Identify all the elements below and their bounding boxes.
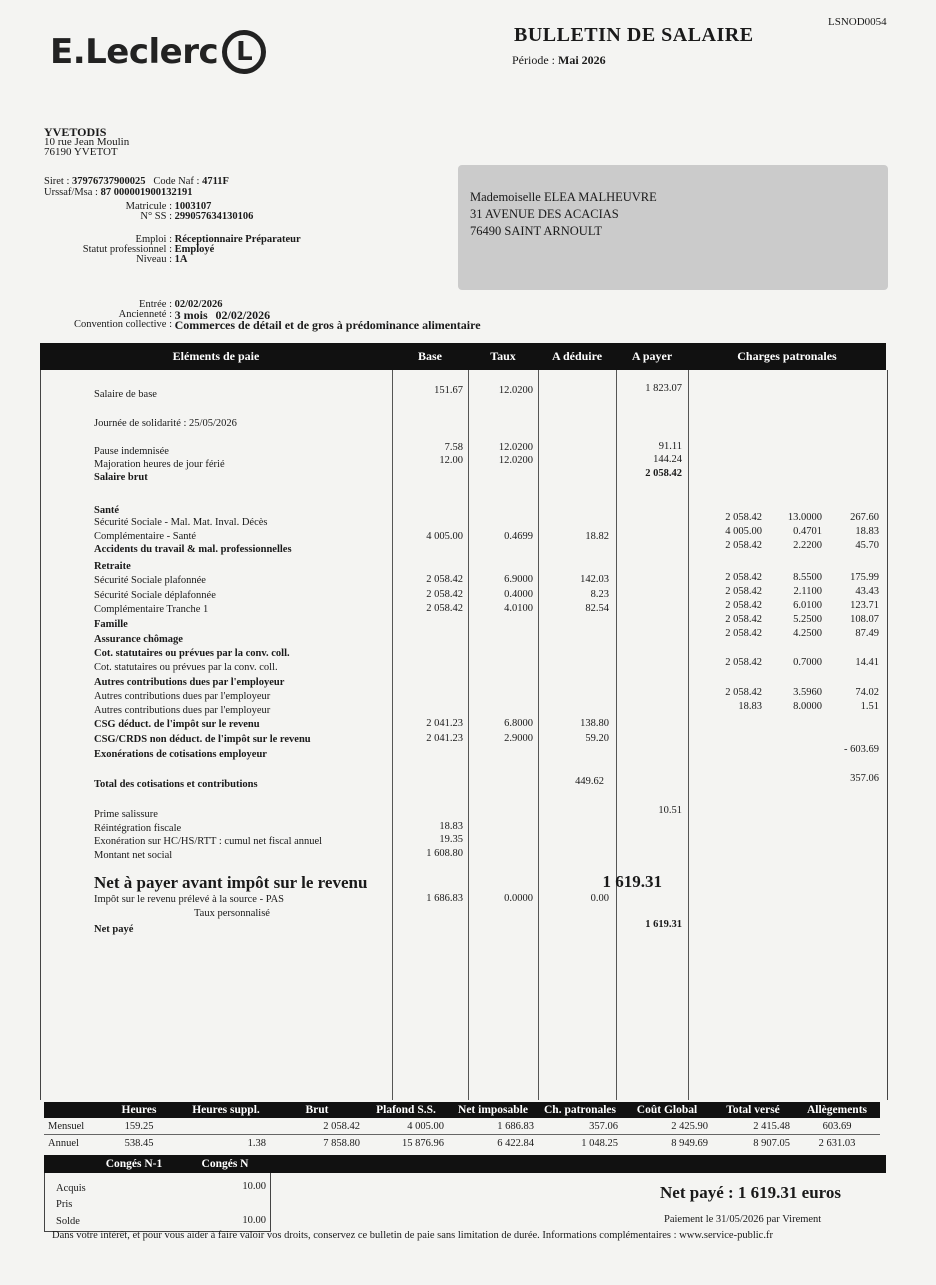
base-value: 2 041.23 (426, 718, 463, 729)
col-divider (468, 370, 469, 1100)
employer-base: 2 058.42 (725, 614, 762, 625)
recipient-line1: Mademoiselle ELEA MALHEUVRE (470, 190, 657, 204)
summary-cell (182, 1118, 270, 1135)
deduct-value: 18.82 (585, 531, 609, 542)
base-value: 2 041.23 (426, 733, 463, 744)
employer-total: 357.06 (850, 773, 879, 784)
line-label: Autres contributions dues par l'employeur (94, 705, 271, 716)
summary-cell: 357.06 (589, 1120, 618, 1132)
entree-value: 02/02/2026 (174, 299, 223, 310)
base-value: 151.67 (434, 385, 463, 396)
emploi-label: Emploi : (135, 234, 172, 245)
base-value: 1 608.80 (426, 848, 463, 859)
statut-label: Statut professionnel : (82, 244, 172, 255)
line-label: Pause indemnisée (94, 446, 169, 457)
matricule-value: 1003107 (174, 201, 212, 212)
col-divider (392, 370, 393, 1100)
summary-header: Brut (270, 1102, 364, 1118)
matricule-label: Matricule : (125, 201, 172, 212)
pay-value: 10.51 (658, 805, 682, 816)
conges-value: 10.00 (242, 1215, 266, 1226)
employer-amount: 14.41 (855, 657, 879, 668)
employer-amount: 108.07 (850, 614, 879, 625)
summary-cell: 2 631.03 (818, 1137, 856, 1149)
rate-value: 12.0200 (498, 455, 533, 466)
section-label: Accidents du travail & mal. professionnelles (94, 544, 292, 555)
employer-amount: 18.83 (855, 526, 879, 537)
employer-rate: 3.5960 (793, 687, 822, 698)
urssaf-value: 87 000001900132191 (100, 187, 193, 198)
employee-info (40, 202, 460, 222)
siret-value: 37976737900025 (72, 176, 146, 187)
line-label: Majoration heures de jour férié (94, 459, 225, 470)
section-label: Cot. statutaires ou prévues par la conv. coll. (94, 648, 290, 659)
employer-rate: 4.2500 (793, 628, 822, 639)
header-charges: Charges patronales (737, 349, 837, 363)
line-label: Salaire brut (94, 472, 148, 483)
net-paid-final: Net payé : 1 619.31 euros (660, 1183, 841, 1202)
rate-value: 12.0200 (498, 442, 533, 453)
employer-base: 2 058.42 (725, 600, 762, 611)
header-taux: Taux (490, 349, 516, 363)
summary-cell: 15 876.96 (402, 1137, 444, 1149)
summary-header: Total versé (712, 1102, 794, 1118)
contract-info (40, 300, 640, 330)
rate-value: 6.9000 (504, 574, 533, 585)
naf-label: Code Naf : (153, 176, 200, 187)
line-label: Prime salissure (94, 809, 158, 820)
employer-base: 2 058.42 (725, 687, 762, 698)
anciennete-label: Ancienneté : (118, 309, 172, 320)
col-divider (538, 370, 539, 1100)
conges-header: Congés N-1 (105, 1158, 163, 1170)
deduct-value: 8.23 (590, 589, 609, 600)
rate-value: 0.4699 (504, 531, 533, 542)
recipient-line2: 31 AVENUE DES ACACIAS (470, 207, 619, 221)
document-title: BULLETIN DE SALAIRE (514, 24, 754, 46)
line-label: CSG déduct. de l'impôt sur le revenu (94, 719, 260, 730)
line-label: Journée de solidarité : 25/05/2026 (94, 418, 237, 429)
employer-base: 4 005.00 (725, 526, 762, 537)
siret-label: Siret : (44, 176, 70, 187)
net-paid-value: 1 619.31 (645, 919, 682, 930)
footer-note: Dans votre intérêt, et pour vous aider à faire valoir vos droits, conservez ce bulletin de paie sans limitation de durée. Informations complémentaires : www.service-public.fr (52, 1230, 773, 1241)
col-divider (688, 370, 689, 1100)
summary-header: Heures suppl. (182, 1102, 270, 1118)
period-label: Période : (512, 53, 555, 67)
pay-value: 91.11 (658, 441, 682, 452)
urssaf-label: Urssaf/Msa : (44, 187, 98, 198)
rate-value: 2.9000 (504, 733, 533, 744)
employer-rate: 2.2200 (793, 540, 822, 551)
employer-rate: 6.0100 (793, 600, 822, 611)
summary-block (44, 1102, 880, 1151)
employer-base: 2 058.42 (725, 572, 762, 583)
summary-cell: 159.25 (124, 1120, 154, 1132)
employer-amount: 123.71 (850, 600, 879, 611)
logo-circle-icon: L (222, 30, 266, 74)
summary-cell: 1.38 (247, 1137, 266, 1149)
convention-label: Convention collective : (74, 319, 172, 330)
header-base: Base (418, 349, 442, 363)
siret-row (44, 177, 229, 187)
summary-header: Coût Global (622, 1102, 712, 1118)
line-label: Montant net social (94, 850, 173, 861)
base-value: 12.00 (439, 455, 463, 466)
employer-rate: 0.4701 (793, 526, 822, 537)
line-label: Complémentaire Tranche 1 (94, 604, 209, 615)
period-value: Mai 2026 (558, 53, 606, 67)
line-label: Exonérations de cotisations employeur (94, 749, 267, 760)
summary-cell: 1 686.83 (497, 1120, 534, 1132)
row-label: Annuel (48, 1137, 79, 1149)
period (512, 53, 606, 68)
summary-cell: 2 415.48 (753, 1120, 790, 1132)
line-label: Cot. statutaires ou prévues par la conv. coll. (94, 662, 278, 673)
line-label: Complémentaire - Santé (94, 531, 197, 542)
employer-block (44, 127, 129, 157)
summary-header: Heures (96, 1102, 182, 1118)
employer-amount: 267.60 (850, 512, 879, 523)
total-deduct: 449.62 (575, 776, 604, 787)
recipient-line3: 76490 SAINT ARNOULT (470, 224, 602, 238)
payment-info: Paiement le 31/05/2026 par Virement (664, 1214, 822, 1225)
header-elements: Eléments de paie (172, 349, 260, 363)
summary-cell: 1 048.25 (581, 1137, 618, 1149)
summary-cell: 538.45 (124, 1137, 154, 1149)
line-label: Salaire de base (94, 389, 157, 400)
employer-base: 2 058.42 (725, 512, 762, 523)
summary-header: Allègements (794, 1102, 880, 1118)
total-label: Total des cotisations et contributions (94, 779, 258, 790)
line-label: Taux personnalisé (194, 908, 270, 919)
deduct-value: 142.03 (580, 574, 609, 585)
employer-amount: 1.51 (860, 701, 879, 712)
header-deduire: A déduire (551, 349, 603, 363)
employer-amount: - 603.69 (844, 744, 879, 755)
employer-street: 10 rue Jean Moulin (44, 136, 130, 148)
employer-amount: 45.70 (855, 540, 879, 551)
employer-base: 18.83 (738, 701, 762, 712)
net-before-tax-label: Net à payer avant impôt sur le revenu (94, 873, 368, 892)
employer-rate: 0.7000 (793, 657, 822, 668)
row-label: Mensuel (48, 1120, 85, 1132)
section-label: Famille (94, 619, 128, 630)
line-label: CSG/CRDS non déduct. de l'impôt sur le revenu (94, 734, 311, 745)
employer-amount: 87.49 (855, 628, 879, 639)
section-label: Santé (94, 505, 120, 516)
base-value: 18.83 (439, 821, 463, 832)
line-label: Exonération sur HC/HS/RTT : cumul net fiscal annuel (94, 836, 323, 847)
rate-value: 4.0100 (504, 603, 533, 614)
summary-header: Ch. patronales (538, 1102, 622, 1118)
line-label: Sécurité Sociale déplafonnée (94, 590, 216, 601)
employer-base: 2 058.42 (725, 628, 762, 639)
pay-value: 144.24 (653, 454, 682, 465)
niveau-value: 1A (174, 254, 188, 265)
conges-row-label: Pris (56, 1199, 73, 1210)
base-value: 2 058.42 (426, 603, 463, 614)
summary-row-mensuel (44, 1118, 880, 1135)
rate-value: 0.0000 (504, 893, 533, 904)
employer-rate: 8.5500 (793, 572, 822, 583)
urssaf-row (44, 188, 192, 198)
employer-rate: 13.0000 (787, 512, 822, 523)
entree-label: Entrée : (139, 299, 172, 310)
summary-cell: 7 858.80 (323, 1137, 360, 1149)
employer-rate: 5.2500 (793, 614, 822, 625)
line-label: Réintégration fiscale (94, 823, 182, 834)
summary-cell: 2 425.90 (671, 1120, 708, 1132)
gross-pay: 2 058.42 (645, 468, 682, 479)
employer-rate: 2.1100 (793, 586, 822, 597)
summary-table (44, 1102, 880, 1151)
ss-label: N° SS : (140, 211, 172, 222)
conges-row-label: Solde (56, 1216, 80, 1227)
employer-amount: 43.43 (855, 586, 879, 597)
deduct-value: 82.54 (585, 603, 609, 614)
header-payer: A payer (631, 349, 673, 363)
summary-cell: 2 058.42 (323, 1120, 360, 1132)
ss-value: 299057634130106 (174, 211, 254, 222)
rate-value: 6.8000 (504, 718, 533, 729)
line-label: Sécurité Sociale - Mal. Mat. Inval. Décès (94, 517, 268, 528)
summary-cell: 4 005.00 (407, 1120, 444, 1132)
table-header (40, 343, 886, 370)
deduct-value: 0.00 (590, 893, 609, 904)
line-label: Sécurité Sociale plafonnée (94, 575, 206, 586)
summary-row-annuel (44, 1135, 880, 1152)
section-label: Retraite (94, 561, 131, 572)
job-info (40, 235, 460, 265)
summary-cell: 603.69 (822, 1120, 852, 1132)
employer-base: 2 058.42 (725, 657, 762, 668)
conges-header-bar (44, 1155, 886, 1173)
recipient-address (470, 189, 657, 240)
employer-name: YVETODIS (44, 125, 107, 139)
net-before-tax-value: 1 619.31 (602, 872, 662, 891)
summary-cell: 8 907.05 (753, 1137, 790, 1149)
deduct-value: 59.20 (585, 733, 609, 744)
pay-value: 1 823.07 (645, 383, 682, 394)
base-value: 7.58 (444, 442, 463, 453)
summary-header: Net imposable (448, 1102, 538, 1118)
section-label: Assurance chômage (94, 634, 183, 645)
base-value: 19.35 (439, 834, 463, 845)
employer-amount: 175.99 (850, 572, 879, 583)
convention-value: Commerces de détail et de gros à prédominance alimentaire (174, 318, 481, 332)
logo-text: E.Leclerc (50, 32, 219, 72)
base-value: 2 058.42 (426, 574, 463, 585)
anciennete-value: 3 mois (174, 308, 208, 322)
base-value: 2 058.42 (426, 589, 463, 600)
rate-value: 0.4000 (504, 589, 533, 600)
conges-row-label: Acquis (56, 1183, 86, 1194)
employer-amount: 74.02 (855, 687, 879, 698)
section-label: Autres contributions dues par l'employeur (94, 677, 285, 688)
statut-value: Employé (174, 244, 215, 255)
col-divider (616, 370, 617, 1100)
anciennete-date: 02/02/2026 (215, 308, 271, 322)
employer-rate: 8.0000 (793, 701, 822, 712)
naf-value: 4711F (202, 176, 229, 187)
net-paid-label: Net payé (94, 924, 134, 935)
summary-cell: 6 422.84 (497, 1137, 534, 1149)
employer-base: 2 058.42 (725, 586, 762, 597)
summary-cell: 8 949.69 (671, 1137, 708, 1149)
company-logo (50, 30, 266, 74)
niveau-label: Niveau : (136, 254, 172, 265)
base-value: 1 686.83 (426, 893, 463, 904)
emploi-value: Réceptionnaire Préparateur (174, 234, 301, 245)
employer-base: 2 058.42 (725, 540, 762, 551)
conges-header: Congés N (201, 1158, 249, 1170)
summary-header: Plafond S.S. (364, 1102, 448, 1118)
rate-value: 12.0200 (498, 385, 533, 396)
employer-city: 76190 YVETOT (44, 146, 118, 158)
conges-value: 10.00 (242, 1181, 266, 1192)
document-reference: LSNOD0054 (828, 16, 887, 28)
line-label: Autres contributions dues par l'employeur (94, 691, 271, 702)
deduct-value: 138.80 (580, 718, 609, 729)
line-label: Impôt sur le revenu prélevé à la source - PAS (94, 894, 285, 905)
base-value: 4 005.00 (426, 531, 463, 542)
